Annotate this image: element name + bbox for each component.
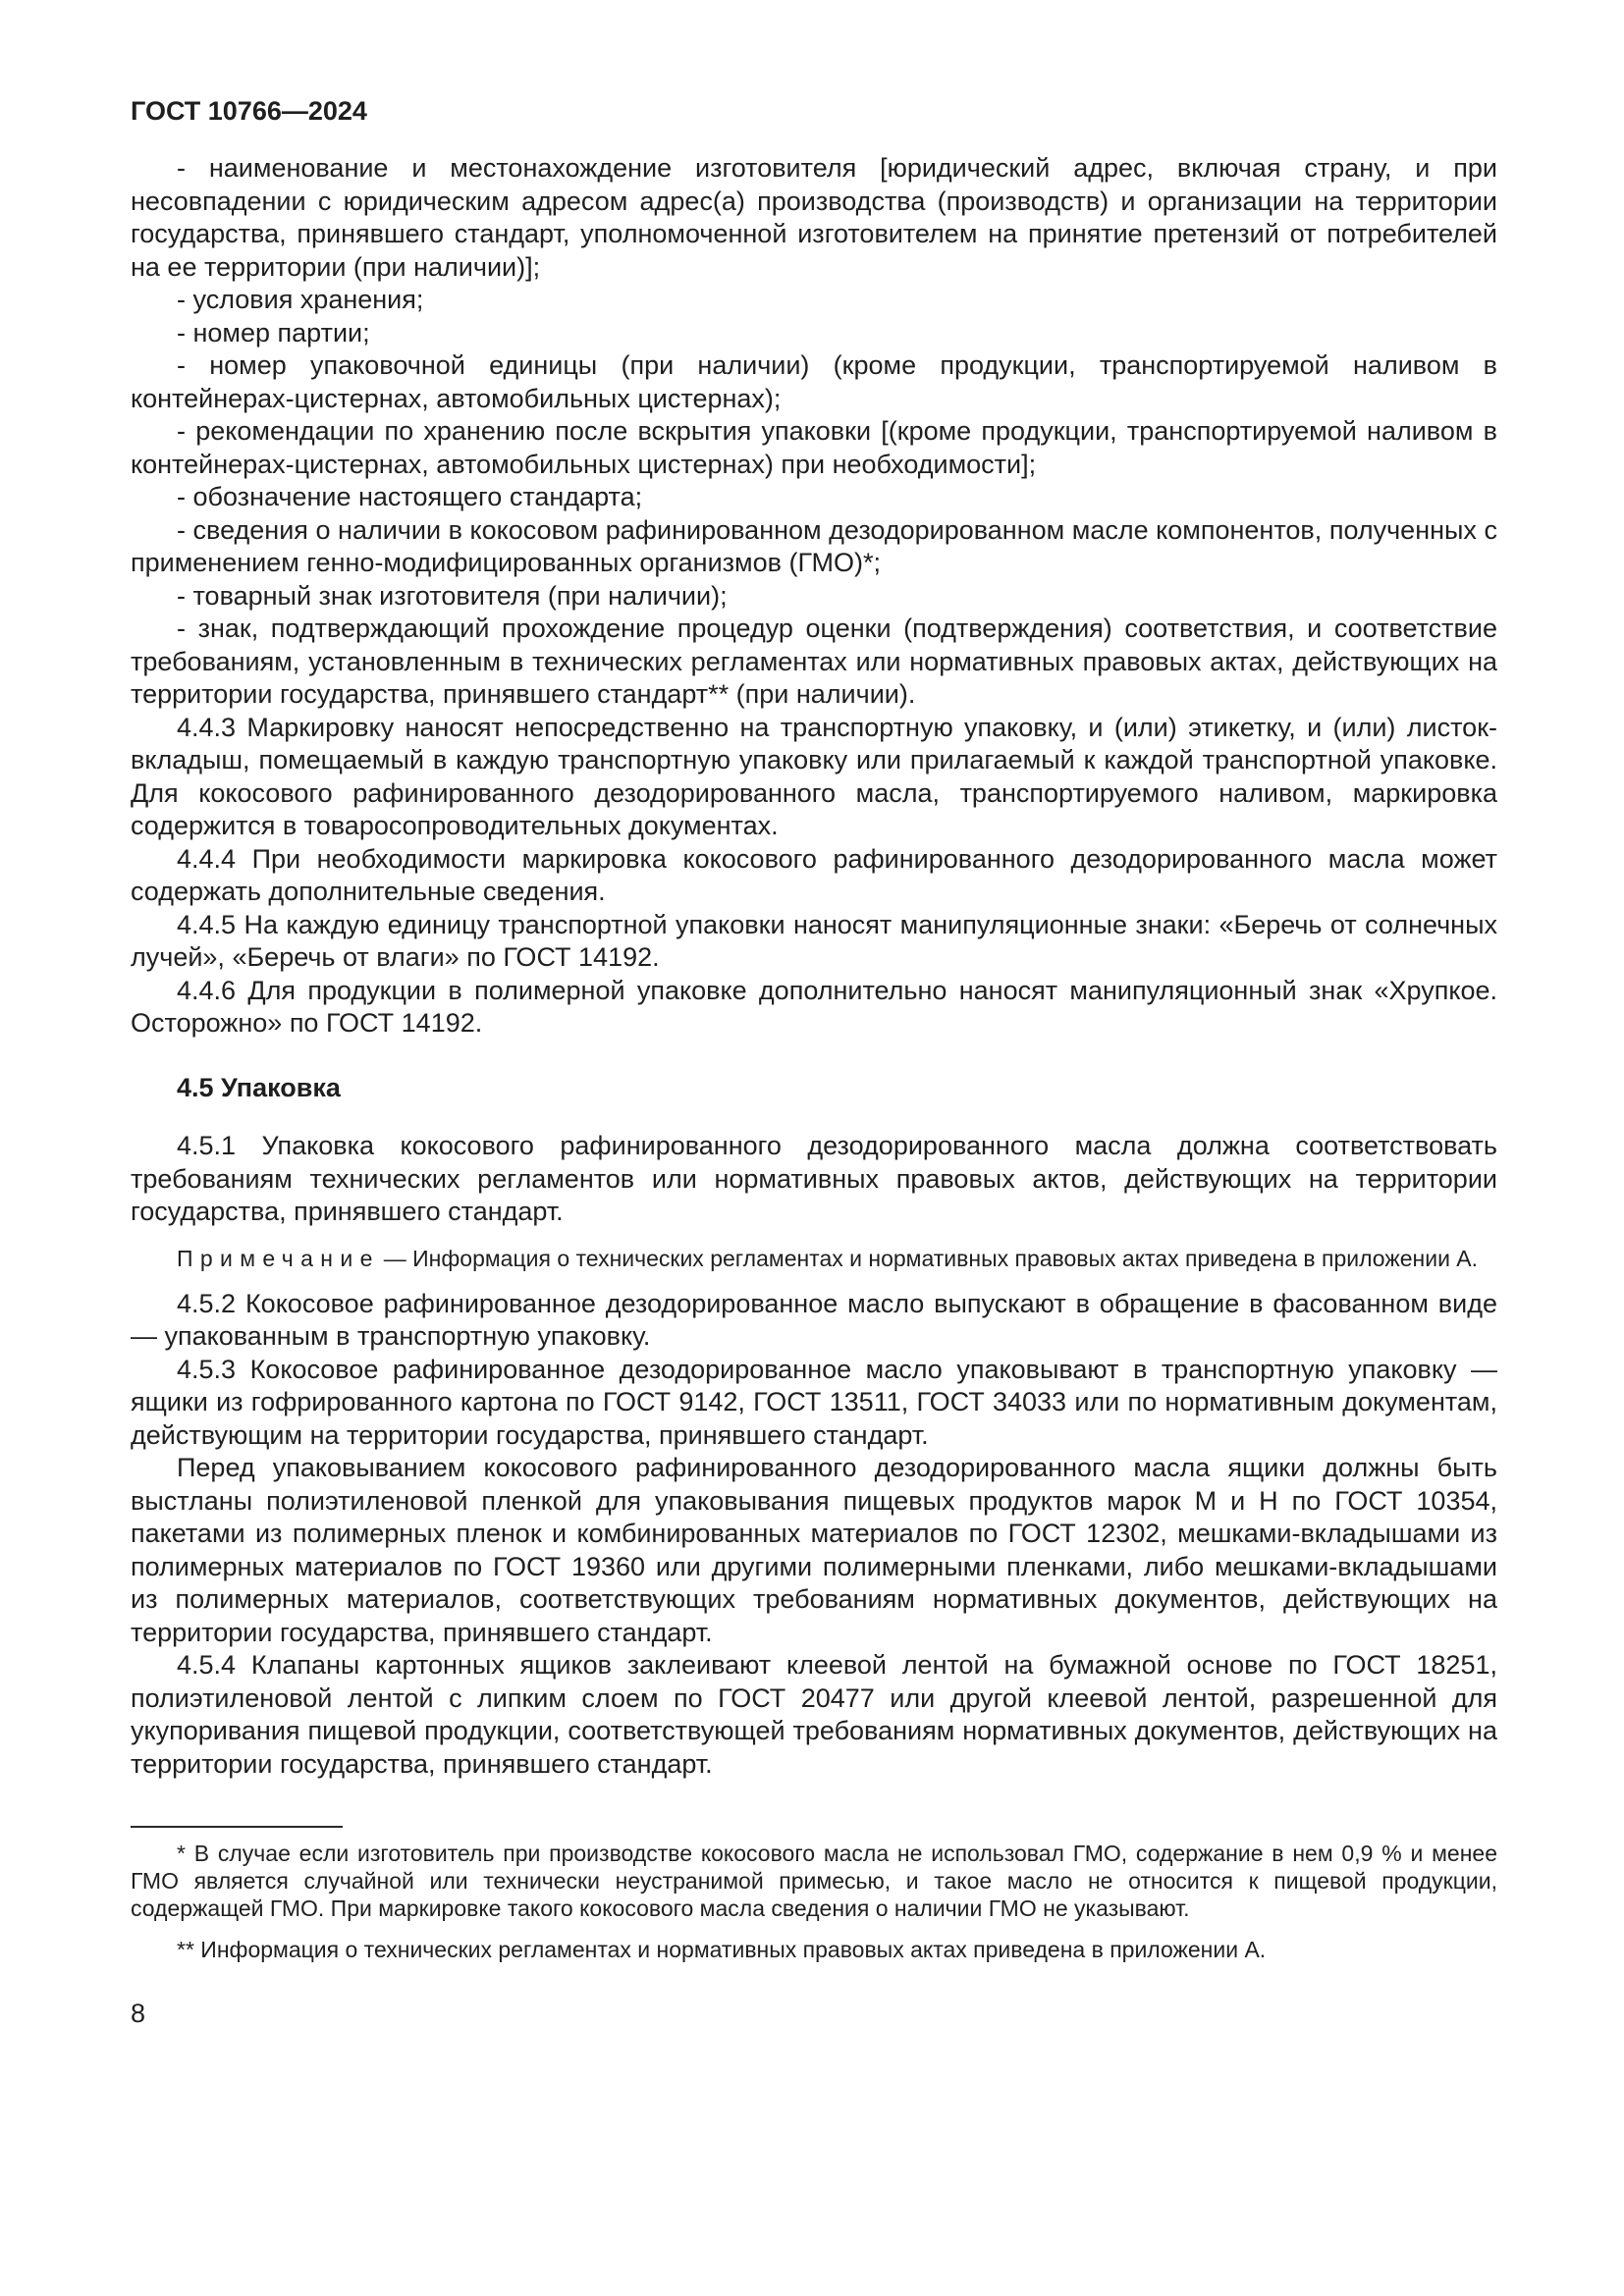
paragraph-4-4-6: 4.4.6 Для продукции в полимерной упаковке дополнительно наносят манипуляционный знак «Хрупкое. Осторожно» по ГОСТ 14192.: [131, 975, 1497, 1038]
list-item-package-unit-number: - номер упаковочной единицы (при наличии) (кроме продукции, транспортируемой наливом в контейнерах-цистернах, автомобильных цистернах);: [131, 350, 1497, 413]
list-item-conformity-mark: - знак, подтверждающий прохождение процедур оценки (подтверждения) соответствия, и соответствие требованиям, установленным в технических регламентах или нормативных правовых актах, действующих на территории государства, принявшего стандарт** (при наличии).: [131, 614, 1497, 709]
footnote-gmo: * В случае если изготовитель при производстве кокосового масла не использовал ГМО, содержание в нем 0,9 % и менее ГМО является случайной или технически неустранимой примесью, и такое масло не относится к пищевой продукции, содержащей ГМО. При маркировке такого кокосового масла сведения о наличии ГМО не указывают.: [131, 1841, 1497, 1921]
paragraph-4-5-3: 4.5.3 Кокосовое рафинированное дезодорированное масло упаковывают в транспортную упаковку — ящики из гофрированного картона по ГОСТ 9142, ГОСТ 13511, ГОСТ 34033 или по нормативным документам, действующим на территории государства, принявшего стандарт.: [131, 1354, 1497, 1450]
list-item-trademark: - товарный знак изготовителя (при наличии);: [177, 580, 728, 611]
page-content: [131, 96, 1497, 2029]
page-number: 8: [131, 1999, 146, 2028]
list-item-gmo-info: - сведения о наличии в кокосовом рафинированном дезодорированном масле компонентов, полученных с применением генно-модифицированных организмов (ГМО)*;: [131, 514, 1497, 577]
list-item-manufacturer: - наименование и местонахождение изготовителя [юридический адрес, включая страну, и при несовпадении с юридическим адресом адрес(а) производства (производств) и организации на территории государства, принявшего стандарт, уполномоченной изготовителем на принятие претензий от потребителей на ее территории (при наличии)];: [131, 153, 1497, 282]
footnote-appendix: ** Информация о технических регламентах и нормативных правовых актах приведена в приложении А.: [177, 1937, 1267, 1962]
list-item-storage-conditions: - условия хранения;: [177, 285, 424, 314]
list-item-batch-number: - номер партии;: [177, 317, 370, 347]
paragraph-4-5-4: 4.5.4 Клапаны картонных ящиков заклеивают клеевой лентой на бумажной основе по ГОСТ 18251, полиэтиленовой лентой с липким слоем по ГОСТ 20477 или другой клеевой лентой, разрешенной для укупоривания пищевой продукции, соответствующей требованиям нормативных документов, действующих на территории государства, принявшего стандарт.: [131, 1650, 1497, 1779]
paragraph-4-5-2: 4.5.2 Кокосовое рафинированное дезодорированное масло выпускают в обращение в фасованном виде — упакованным в транспортную упаковку.: [131, 1288, 1497, 1351]
paragraph-4-4-5: 4.4.5 На каждую единицу транспортной упаковки наносят манипуляционные знаки: «Беречь от солнечных лучей», «Беречь от влаги» по ГОСТ 14192.: [131, 909, 1497, 972]
footnote-separator: [131, 1826, 343, 1828]
note-label: Примечание: [177, 1245, 380, 1271]
section-heading-4-5: 4.5 Упаковка: [177, 1072, 341, 1102]
paragraph-4-4-3: 4.4.3 Маркировку наносят непосредственно на транспортную упаковку, и (или) этикетку, и (или) листок-вкладыш, помещаемый в каждую транспортную упаковку или прилагаемый к каждой транспортной упаковке. Для кокосового рафинированного дезодорированного масла, транспортируемого наливом, маркировка содержится в товаросопроводительных документах.: [131, 712, 1497, 840]
note-text: — Информация о технических регламентах и нормативных правовых актах приведена в приложении А.: [383, 1245, 1479, 1271]
paragraph-4-4-4: 4.4.4 При необходимости маркировка кокосового рафинированного дезодорированного масла может содержать дополнительные сведения.: [131, 843, 1497, 906]
list-item-standard-designation: - обозначение настоящего стандарта;: [177, 482, 643, 511]
paragraph-4-5-1: 4.5.1 Упаковка кокосового рафинированного дезодорированного масла должна соответствовать требованиям технических регламентов или нормативных правовых актов, действующих на территории государства, принявшего стандарт.: [131, 1131, 1497, 1226]
list-item-storage-recommendations: - рекомендации по хранению после вскрытия упаковки [(кроме продукции, транспортируемой наливом в контейнерах-цистернах, автомобильных цистернах) при необходимости];: [131, 416, 1497, 479]
paragraph-4-5-3-continued: Перед упаковыванием кокосового рафинированного дезодорированного масла ящики должны быть выстланы полиэтиленовой пленкой для упаковывания пищевых продуктов марок М и Н по ГОСТ 10354, пакетами из полимерных пленок и комбинированных материалов по ГОСТ 12302, мешками-вкладышами из полимерных материалов по ГОСТ 19360 или другими полимерными пленками, либо мешками-вкладышами из полимерных материалов, соответствующих требованиям нормативных документов, действующих на территории государства, принявшего стандарт.: [131, 1453, 1497, 1647]
note-paragraph: [131, 1245, 1497, 1272]
doc-number: ГОСТ 10766—2024: [131, 96, 367, 126]
